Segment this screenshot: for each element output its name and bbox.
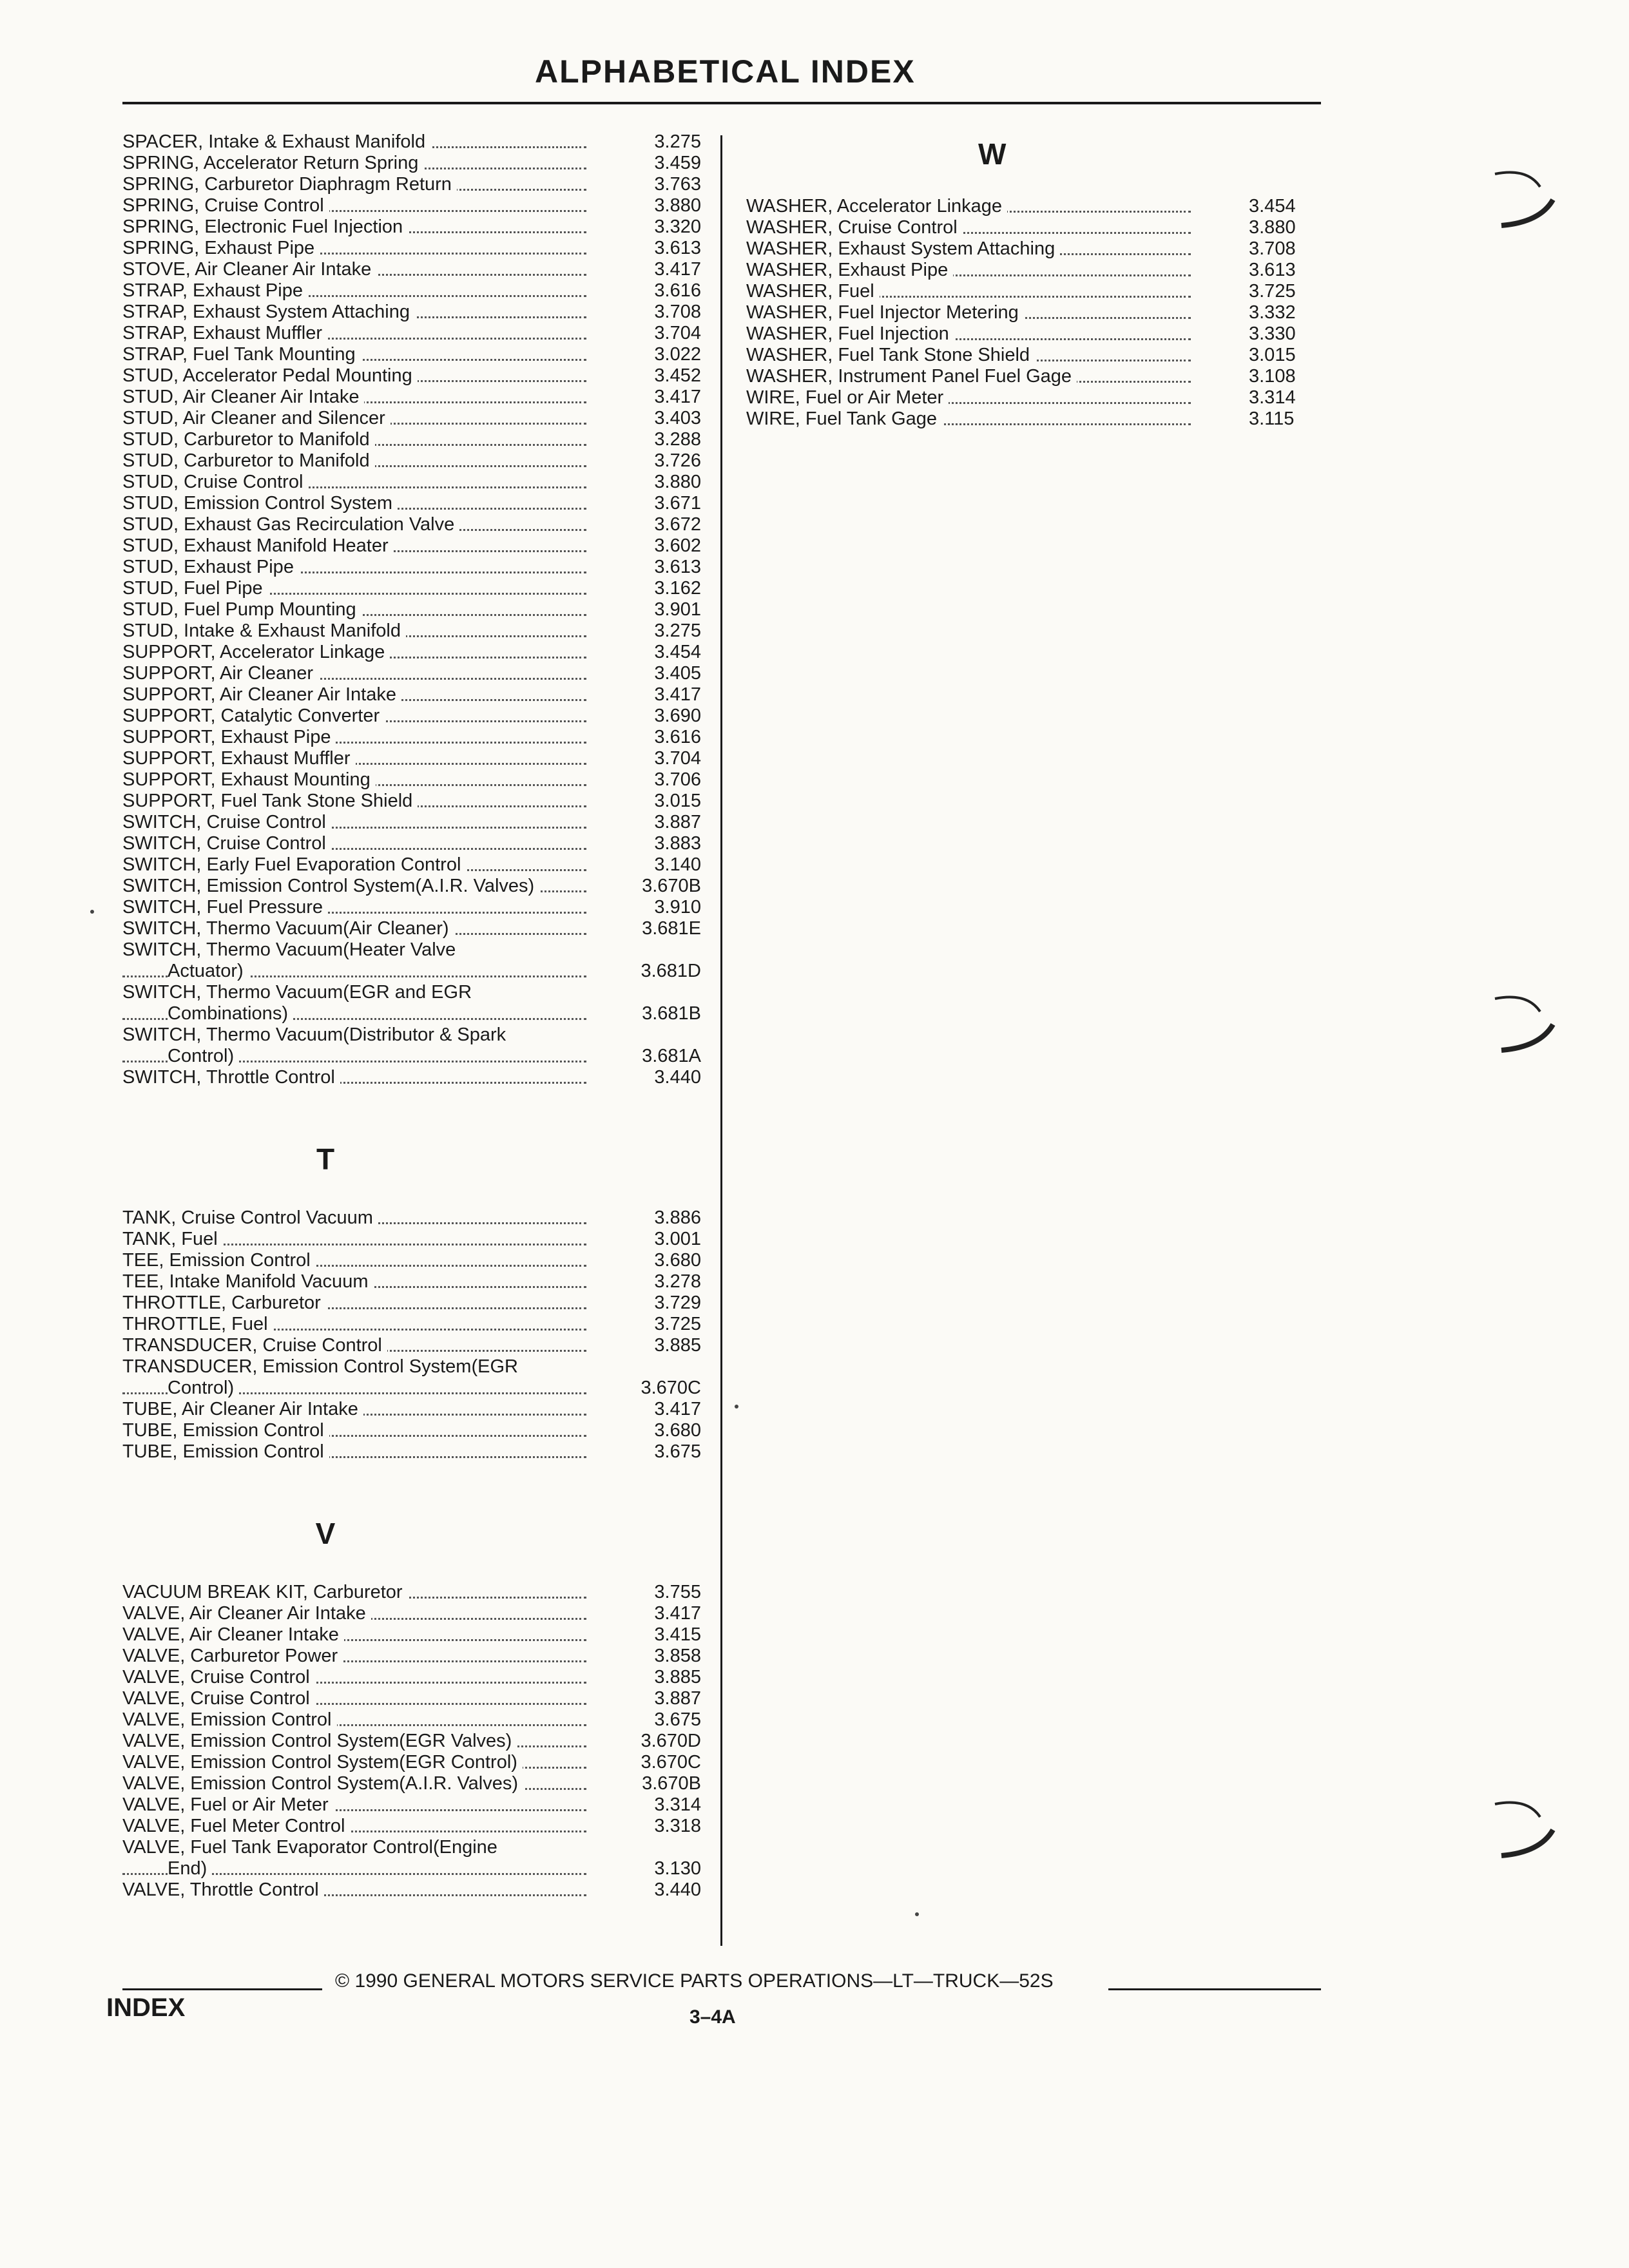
entry-page: 3.613 — [654, 557, 701, 577]
index-entry — [122, 344, 709, 365]
index-entry — [122, 1229, 709, 1250]
index-entry — [122, 1250, 709, 1271]
entry-page: 3.887 — [654, 812, 701, 832]
index-entry — [122, 238, 709, 259]
entry-label: TANK, Fuel — [122, 1229, 223, 1249]
entry-label: VALVE, Air Cleaner Intake — [122, 1624, 344, 1645]
entry-page: 3.417 — [654, 1603, 701, 1624]
index-entry — [122, 365, 709, 387]
entry-label: SUPPORT, Air Cleaner Air Intake — [122, 684, 401, 705]
footer-rule-right — [1108, 1988, 1321, 1990]
section-heading-t: T — [316, 1142, 335, 1176]
entry-page: 3.681E — [642, 918, 701, 939]
entry-label: SUPPORT, Air Cleaner — [122, 663, 318, 684]
scan-speck — [90, 910, 94, 914]
index-entry — [122, 1816, 709, 1837]
index-entry — [122, 1420, 709, 1441]
entry-label: SPACER, Intake & Exhaust Manifold — [122, 131, 430, 152]
entry-page: 3.616 — [654, 280, 701, 301]
entry-label: WASHER, Fuel Injector Metering — [746, 302, 1024, 323]
entry-label: TUBE, Emission Control — [122, 1420, 329, 1441]
column-divider — [720, 135, 722, 1946]
entry-label: SWITCH, Emission Control System(A.I.R. Valves) — [122, 876, 539, 896]
entry-page: 3.675 — [654, 1441, 701, 1462]
entry-label: SWITCH, Cruise Control — [122, 833, 331, 854]
entry-label: WIRE, Fuel or Air Meter — [746, 387, 949, 408]
entry-page: 3.318 — [654, 1816, 701, 1836]
section-label: INDEX — [106, 1994, 186, 2022]
s-entry-list — [122, 131, 709, 939]
entry-page: 3.670C — [641, 1752, 701, 1773]
entry-page: 3.415 — [654, 1624, 701, 1645]
index-entry — [122, 131, 709, 153]
entry-label: STUD, Fuel Pipe — [122, 578, 268, 599]
entry-label: VALVE, Fuel Tank Evaporator Control(Engine — [122, 1837, 503, 1858]
entry-page: 3.403 — [654, 408, 701, 428]
index-entry — [122, 897, 709, 918]
entry-label-continued: Actuator) — [168, 961, 249, 981]
entry-label: WASHER, Accelerator Linkage — [746, 196, 1007, 216]
entry-label: STRAP, Exhaust Pipe — [122, 280, 308, 301]
right-column — [746, 131, 1326, 430]
index-entry — [746, 196, 1326, 217]
entry-label: SWITCH, Thermo Vacuum(Heater Valve — [122, 939, 461, 960]
index-entry — [122, 1879, 709, 1901]
entry-label: WASHER, Fuel Injection — [746, 323, 954, 344]
entry-page: 3.288 — [654, 429, 701, 450]
index-entry — [746, 323, 1326, 345]
index-entry — [122, 323, 709, 344]
index-entry — [122, 1624, 709, 1646]
v-entry-list — [122, 1582, 709, 1837]
entry-page: 3.332 — [1249, 302, 1296, 323]
entry-label: SPRING, Electronic Fuel Injection — [122, 216, 408, 237]
index-entry — [122, 1582, 709, 1603]
index-entry — [122, 1709, 709, 1731]
entry-label: STRAP, Exhaust System Attaching — [122, 302, 415, 322]
entry-label: SPRING, Exhaust Pipe — [122, 238, 320, 258]
entry-label: VALVE, Emission Control — [122, 1709, 337, 1730]
entry-label: STOVE, Air Cleaner Air Intake — [122, 259, 376, 280]
entry-label: SWITCH, Thermo Vacuum(Air Cleaner) — [122, 918, 454, 939]
index-entry — [122, 195, 709, 216]
index-entry — [122, 876, 709, 897]
index-entry — [122, 493, 709, 514]
entry-label: STUD, Fuel Pump Mounting — [122, 599, 361, 620]
index-entry — [122, 854, 709, 876]
scan-speck — [915, 1912, 919, 1916]
entry-label: SPRING, Carburetor Diaphragm Return — [122, 174, 457, 195]
index-entry — [122, 408, 709, 429]
entry-page: 3.885 — [654, 1667, 701, 1687]
entry-page: 3.670B — [642, 876, 701, 896]
entry-label: VACUUM BREAK KIT, Carburetor — [122, 1582, 408, 1602]
entry-label: SPRING, Cruise Control — [122, 195, 329, 216]
entry-label: WIRE, Fuel Tank Gage — [746, 408, 942, 429]
entry-label: VALVE, Fuel Meter Control — [122, 1816, 350, 1836]
index-entry — [122, 1067, 709, 1088]
index-entry — [746, 302, 1326, 323]
index-entry — [122, 727, 709, 748]
entry-page: 3.616 — [654, 727, 701, 747]
index-entry — [122, 1646, 709, 1667]
index-entry — [122, 791, 709, 812]
entry-label: STUD, Exhaust Pipe — [122, 557, 299, 577]
index-entry — [122, 684, 709, 706]
entry-label-continued: Control) — [168, 1046, 239, 1066]
entry-page: 3.681D — [641, 961, 701, 981]
entry-label: VALVE, Carburetor Power — [122, 1646, 343, 1666]
index-entry — [122, 833, 709, 854]
index-entry — [122, 1794, 709, 1816]
index-entry — [122, 514, 709, 535]
entry-label: VALVE, Air Cleaner Air Intake — [122, 1603, 371, 1624]
entry-page: 3.108 — [1249, 366, 1296, 387]
index-entry-multiline — [122, 1837, 709, 1879]
entry-page: 3.602 — [654, 535, 701, 556]
entry-page: 3.314 — [654, 1794, 701, 1815]
entry-label: STUD, Exhaust Gas Recirculation Valve — [122, 514, 459, 535]
entry-label: STUD, Emission Control System — [122, 493, 398, 514]
entry-page: 3.417 — [654, 259, 701, 280]
index-entry — [122, 557, 709, 578]
entry-page: 3.417 — [654, 684, 701, 705]
index-entry — [122, 302, 709, 323]
page-number: 3–4A — [689, 2006, 736, 2028]
entry-label: TUBE, Air Cleaner Air Intake — [122, 1399, 363, 1419]
entry-page: 3.452 — [654, 365, 701, 386]
entry-label: STRAP, Fuel Tank Mounting — [122, 344, 361, 365]
entry-page: 3.672 — [654, 514, 701, 535]
entry-page: 3.140 — [654, 854, 701, 875]
entry-page: 3.330 — [1249, 323, 1296, 344]
entry-label: SUPPORT, Accelerator Linkage — [122, 642, 390, 662]
entry-label: SWITCH, Cruise Control — [122, 812, 331, 832]
entry-label: VALVE, Fuel or Air Meter — [122, 1794, 334, 1815]
index-entry — [122, 1271, 709, 1293]
left-column — [122, 131, 709, 1901]
entry-label: STUD, Air Cleaner and Silencer — [122, 408, 390, 428]
entry-label: SUPPORT, Exhaust Mounting — [122, 769, 376, 790]
entry-page: 3.880 — [654, 472, 701, 492]
index-entry — [122, 1773, 709, 1794]
entry-page: 3.440 — [654, 1879, 701, 1900]
page-title: ALPHABETICAL INDEX — [535, 53, 916, 90]
entry-page: 3.670D — [641, 1731, 701, 1751]
entry-label: STUD, Cruise Control — [122, 472, 308, 492]
entry-page: 3.671 — [654, 493, 701, 514]
entry-page: 3.704 — [654, 748, 701, 769]
entry-page: 3.440 — [654, 1067, 701, 1088]
entry-label: TUBE, Emission Control — [122, 1441, 329, 1462]
w-entry-list — [746, 196, 1326, 430]
index-entry — [122, 259, 709, 280]
index-entry — [122, 599, 709, 620]
entry-page: 3.001 — [654, 1229, 701, 1249]
entry-page: 3.670B — [642, 1773, 701, 1794]
entry-label: WASHER, Cruise Control — [746, 217, 963, 238]
index-entry — [122, 1752, 709, 1773]
entry-page: 3.708 — [654, 302, 701, 322]
entry-label: SWITCH, Thermo Vacuum(EGR and EGR — [122, 982, 477, 1003]
entry-page: 3.763 — [654, 174, 701, 195]
entry-page: 3.880 — [654, 195, 701, 216]
entry-page: 3.314 — [1249, 387, 1296, 408]
index-entry — [122, 706, 709, 727]
entry-page: 3.675 — [654, 1709, 701, 1730]
index-entry — [122, 387, 709, 408]
index-entry — [122, 472, 709, 493]
binder-hole-mark — [1489, 161, 1566, 238]
entry-label: SUPPORT, Fuel Tank Stone Shield — [122, 791, 418, 811]
entry-label: STUD, Exhaust Manifold Heater — [122, 535, 394, 556]
entry-label: SWITCH, Thermo Vacuum(Distributor & Spark — [122, 1024, 511, 1045]
entry-label: WASHER, Exhaust Pipe — [746, 260, 953, 280]
index-entry — [122, 429, 709, 450]
entry-page: 3.681B — [642, 1003, 701, 1024]
entry-label: SUPPORT, Exhaust Muffler — [122, 748, 356, 769]
index-entry — [122, 1207, 709, 1229]
index-entry — [746, 281, 1326, 302]
index-entry — [122, 578, 709, 599]
entry-page: 3.680 — [654, 1250, 701, 1271]
entry-label: STUD, Intake & Exhaust Manifold — [122, 620, 406, 641]
index-entry — [122, 812, 709, 833]
entry-label: VALVE, Throttle Control — [122, 1879, 324, 1900]
entry-label: SPRING, Accelerator Return Spring — [122, 153, 423, 173]
entry-label-continued: End) — [168, 1858, 212, 1879]
entry-page: 3.886 — [654, 1207, 701, 1228]
index-entry — [122, 663, 709, 684]
index-entry — [122, 1667, 709, 1688]
entry-label: TRANSDUCER, Emission Control System(EGR — [122, 1356, 523, 1377]
entry-page: 3.704 — [654, 323, 701, 343]
entry-page: 3.858 — [654, 1646, 701, 1666]
entry-page: 3.755 — [654, 1582, 701, 1602]
t-tail-list — [122, 1399, 709, 1463]
entry-page: 3.706 — [654, 769, 701, 790]
entry-label: WASHER, Exhaust System Attaching — [746, 238, 1060, 259]
index-entry-multiline — [122, 1356, 709, 1399]
entry-label: TEE, Emission Control — [122, 1250, 316, 1271]
entry-page: 3.680 — [654, 1420, 701, 1441]
s-multiline-list — [122, 939, 709, 1067]
index-entry — [122, 1399, 709, 1420]
entry-label: WASHER, Instrument Panel Fuel Gage — [746, 366, 1077, 387]
entry-page: 3.613 — [1249, 260, 1296, 280]
index-entry — [122, 1314, 709, 1335]
index-entry-multiline — [122, 939, 709, 982]
entry-page: 3.454 — [654, 642, 701, 662]
index-entry — [122, 642, 709, 663]
entry-page: 3.910 — [654, 897, 701, 918]
entry-label: THROTTLE, Fuel — [122, 1314, 273, 1334]
index-entry — [122, 1731, 709, 1752]
index-entry — [746, 238, 1326, 260]
entry-page: 3.454 — [1249, 196, 1296, 216]
entry-page: 3.015 — [1249, 345, 1296, 365]
entry-page: 3.670C — [641, 1378, 701, 1398]
index-entry-multiline — [122, 982, 709, 1024]
index-entry — [746, 345, 1326, 366]
index-entry — [746, 387, 1326, 408]
entry-label-continued: Combinations) — [168, 1003, 293, 1024]
entry-page: 3.162 — [654, 578, 701, 599]
entry-page: 3.459 — [654, 153, 701, 173]
entry-label: VALVE, Cruise Control — [122, 1688, 315, 1709]
index-entry — [122, 535, 709, 557]
index-entry — [122, 918, 709, 939]
entry-label: THROTTLE, Carburetor — [122, 1293, 326, 1313]
entry-label: WASHER, Fuel — [746, 281, 880, 302]
entry-page: 3.275 — [654, 620, 701, 641]
entry-label: VALVE, Cruise Control — [122, 1667, 315, 1687]
index-entry — [122, 280, 709, 302]
index-entry — [122, 1293, 709, 1314]
entry-label: VALVE, Emission Control System(EGR Control) — [122, 1752, 523, 1773]
entry-page: 3.726 — [654, 450, 701, 471]
copyright-notice: © 1990 GENERAL MOTORS SERVICE PARTS OPERATIONS—LT—TRUCK—52S — [335, 1970, 1054, 1992]
entry-page: 3.901 — [654, 599, 701, 620]
entry-page: 3.887 — [654, 1688, 701, 1709]
entry-page: 3.417 — [654, 1399, 701, 1419]
index-entry — [746, 366, 1326, 387]
entry-label: SWITCH, Throttle Control — [122, 1067, 340, 1088]
index-entry — [122, 450, 709, 472]
entry-label: SWITCH, Early Fuel Evaporation Control — [122, 854, 466, 875]
entry-page: 3.725 — [1249, 281, 1296, 302]
index-entry — [122, 620, 709, 642]
index-entry-multiline — [122, 1024, 709, 1067]
entry-label: TEE, Intake Manifold Vacuum — [122, 1271, 373, 1292]
entry-label: STUD, Accelerator Pedal Mounting — [122, 365, 418, 386]
index-entry — [122, 174, 709, 195]
entry-label: VALVE, Emission Control System(EGR Valves) — [122, 1731, 517, 1751]
entry-page: 3.613 — [654, 238, 701, 258]
entry-page: 3.405 — [654, 663, 701, 684]
index-entry — [122, 748, 709, 769]
entry-page: 3.022 — [654, 344, 701, 365]
section-heading-v: V — [315, 1517, 336, 1550]
entry-label-continued: Control) — [168, 1378, 239, 1398]
entry-page: 3.885 — [654, 1335, 701, 1356]
binder-hole-mark — [1489, 986, 1566, 1063]
entry-page: 3.708 — [1249, 238, 1296, 259]
title-rule — [122, 102, 1321, 104]
entry-label: SWITCH, Fuel Pressure — [122, 897, 328, 918]
entry-page: 3.115 — [1249, 408, 1295, 429]
entry-label: STUD, Carburetor to Manifold — [122, 429, 375, 450]
entry-page: 3.417 — [654, 387, 701, 407]
index-entry — [122, 1603, 709, 1624]
entry-page: 3.320 — [654, 216, 701, 237]
entry-page: 3.690 — [654, 706, 701, 726]
entry-label: STUD, Air Cleaner Air Intake — [122, 387, 364, 407]
entry-page: 3.681A — [642, 1046, 701, 1066]
entry-label: TRANSDUCER, Cruise Control — [122, 1335, 387, 1356]
section-heading-w: W — [978, 137, 1007, 171]
t-entry-list — [122, 1207, 709, 1356]
index-entry — [122, 1335, 709, 1356]
entry-page: 3.015 — [654, 791, 701, 811]
entry-page: 3.880 — [1249, 217, 1296, 238]
entry-label: WASHER, Fuel Tank Stone Shield — [746, 345, 1035, 365]
index-entry — [746, 408, 1326, 430]
entry-page: 3.130 — [654, 1858, 701, 1879]
entry-page: 3.725 — [654, 1314, 701, 1334]
binder-hole-mark — [1489, 1791, 1566, 1869]
entry-page: 3.883 — [654, 833, 701, 854]
entry-label: SUPPORT, Catalytic Converter — [122, 706, 385, 726]
index-entry — [122, 1688, 709, 1709]
entry-label: SUPPORT, Exhaust Pipe — [122, 727, 336, 747]
entry-page: 3.729 — [654, 1293, 701, 1313]
index-entry — [122, 216, 709, 238]
index-entry — [122, 1441, 709, 1463]
index-entry — [122, 769, 709, 791]
entry-page: 3.275 — [654, 131, 701, 152]
entry-label: STRAP, Exhaust Muffler — [122, 323, 327, 343]
index-entry — [122, 153, 709, 174]
index-entry — [746, 217, 1326, 238]
entry-page: 3.278 — [654, 1271, 701, 1292]
footer-rule-left — [122, 1988, 322, 1990]
entry-label: STUD, Carburetor to Manifold — [122, 450, 375, 471]
entry-label: VALVE, Emission Control System(A.I.R. Valves) — [122, 1773, 523, 1794]
entry-label: TANK, Cruise Control Vacuum — [122, 1207, 378, 1228]
index-entry — [746, 260, 1326, 281]
scan-speck — [735, 1405, 738, 1408]
